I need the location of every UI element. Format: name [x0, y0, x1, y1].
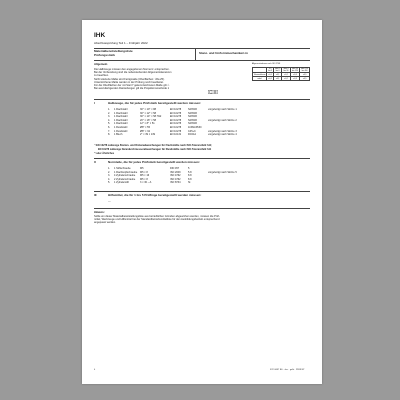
tolerance-table	[252, 67, 310, 81]
allgemein-line: Bei auszufertigenden Darstellungen gilt die Projektionsmethode 1	[94, 87, 170, 91]
allgemein-line: Für die Oberflächen der mit Stern* gekennzeichneten Maße gilt √.	[94, 84, 170, 88]
projection-method-icon	[208, 90, 218, 94]
section-2-table	[108, 167, 310, 187]
hinweis-line: angepasst werden.	[94, 221, 116, 225]
allgemein-heading: Allgemein	[94, 62, 108, 66]
section-divider	[94, 191, 310, 192]
tolerance-cell: ±0,5	[300, 77, 310, 81]
doc-title-2: Prüfungsstück	[94, 53, 116, 57]
row-item: 1 Stiftschraube	[114, 167, 131, 170]
row-standard: ISO 4762	[170, 177, 181, 181]
section-3-number: III	[94, 193, 97, 197]
row-dimension: M5	[140, 167, 144, 170]
header-bottom-divider	[94, 60, 310, 61]
row-dimension: Ø8° × 55	[140, 126, 150, 129]
tolerance-cell: ±0,1	[274, 77, 282, 81]
profession-title: Stanz- und Umformmechaniker/-in	[199, 50, 248, 55]
document-page	[82, 20, 322, 384]
row-dimension: 30° × 12° × 58	[140, 111, 157, 115]
row-material: St	[188, 181, 191, 185]
tolerance-cell: ±0,1	[274, 73, 282, 77]
row-number: 6.	[108, 126, 111, 129]
section-1-table	[108, 108, 310, 140]
row-dimension: M5 × 16	[140, 174, 150, 178]
row-item: 1 Zylinderstift	[114, 181, 129, 185]
row-dimension: M5 × 8	[140, 177, 148, 181]
row-material: S235JR	[188, 108, 197, 111]
row-standard: EN 10278	[170, 118, 182, 122]
row-dimension: 30° × 10° × 88	[140, 108, 157, 111]
allgemein-line: Unterstrichene Maße werden in der Prüfung noch bearbeitet.	[94, 80, 164, 84]
row-item: 1 Flachkopfschraube	[114, 170, 138, 174]
row-number: 1.	[108, 108, 111, 111]
row-item: 4 Zylinderschraube	[114, 174, 136, 178]
row-standard: ISO 2009	[170, 170, 181, 174]
row-note	[208, 181, 258, 184]
header-vertical-divider	[195, 48, 196, 60]
row-material: S235JR	[188, 122, 197, 126]
row-standard: EN 10278	[170, 122, 182, 126]
row-item: 1 Flachstahl	[114, 118, 128, 122]
ihk-logo-text: IHK	[94, 32, 106, 39]
row-item: 1 Flachstahl	[114, 111, 128, 115]
row-note: vorgefertigt nach Skizze 4	[208, 133, 237, 137]
row-standard: EN 10278	[170, 111, 182, 115]
row-material: S235JR	[188, 118, 197, 122]
row-material: S235JR	[188, 111, 197, 115]
tolerance-cell: Toleranzklasse	[253, 73, 266, 76]
row-number: 7.	[108, 129, 111, 133]
hinweis-heading: Hinweis:	[94, 211, 105, 214]
tolerance-cell: ±0,5	[300, 73, 310, 77]
section-2-number: II	[94, 160, 96, 164]
row-number: 2.	[108, 170, 111, 174]
row-number: 4.	[108, 177, 111, 181]
row-dimension: 12° × 8° × 51	[140, 122, 155, 126]
allgemein-line: Nicht tolerierte Maße sind Fertigmaße (Oberflächen: √Ra 25).	[94, 77, 165, 81]
footnote-3: ²⁾ oder Ähnliches	[94, 152, 115, 155]
row-note: vorgefertigt nach Skizze 1	[208, 108, 237, 111]
row-material: 5.8	[188, 170, 192, 174]
row-standard: EN 10278	[170, 129, 182, 133]
row-standard: EN 10278	[170, 115, 182, 119]
tolerance-cell: über 30 bis 120	[291, 68, 299, 73]
tolerance-cell: ±0,3	[290, 77, 299, 81]
row-material: 8.8	[188, 174, 192, 178]
row-number: 3.	[108, 174, 111, 178]
row-material: S235JR	[188, 115, 197, 119]
row-item: 1 Blech	[114, 133, 123, 137]
hinweis-text	[94, 215, 310, 225]
footnote-2: EN 10278 zulässige Nenndurchmesserabweichungen für Rundstähle nach ISO-Toleranzfeld h11	[98, 148, 212, 151]
row-dimension: 3 × 30 – A	[140, 181, 152, 185]
row-dimension: 2° × 39 × 139	[140, 133, 156, 137]
tolerance-cell: über 6 bis 30	[283, 68, 289, 73]
section-3-content: ---	[108, 200, 111, 203]
row-number: 4.	[108, 118, 111, 122]
row-material: DC01A	[188, 133, 197, 137]
hinweis-line: mittel, Werkzeuge und Hilfsmittel bei der Standardbetriebsmittelliste für den Ausbildungsbetrieb entsprechend	[94, 218, 220, 222]
row-number: 3.	[108, 115, 111, 119]
footnote-1: ¹⁾ EN 10278 zulässige Breiten- und Dickenabweichungen für Flachstähle nach ISO-Toleranzfeld h11;	[94, 144, 212, 147]
row-material: 5	[188, 167, 190, 170]
row-dimension: Ø8° × 32	[140, 129, 150, 133]
row-standard: ISO 8734	[170, 181, 181, 185]
hinweis-line: Sollte ein dieser Materialbereitstellungsliste aus betrieblichen Gründen abgewichen werden, müssen die Prüf-	[94, 215, 220, 218]
allgemein-text	[94, 68, 202, 91]
row-dimension: M5 × 8	[140, 170, 148, 174]
tolerance-cell: mittel	[253, 77, 267, 81]
row-item: 1 Flachstahl	[114, 122, 128, 126]
row-material: 11SMnPb30	[188, 126, 202, 129]
row-dimension: 30° × 14° × 58 H12	[140, 115, 162, 119]
tolerance-cell: über 120 bis 400	[301, 68, 309, 73]
tolerance-cell: ±0,2	[282, 73, 291, 77]
row-standard: EN 10131	[170, 133, 182, 137]
allgemein-line: Die Halbzeuge müssen den angegebenen Normen¹⁾ entsprechen.	[94, 68, 170, 71]
section-2-title: Normteile, die für jedes Prüfstück bereitgestellt werden müssen:	[108, 160, 200, 164]
tolerance-cell: über 3 bis 6	[275, 68, 281, 73]
table-row	[108, 133, 258, 136]
row-note: vorgefertigt nach Skizze 3	[208, 129, 237, 133]
section-divider	[94, 208, 310, 209]
tolerance-cell: ±0,1	[268, 73, 272, 76]
row-item: 1 Rundstahl	[114, 126, 128, 129]
exam-line: Abschlussprüfung Teil 1 – Frühjahr 2022	[94, 41, 148, 45]
tolerance-cell: ±0,1	[268, 77, 272, 80]
row-note: vorgefertigt nach Skizze 5	[208, 170, 237, 174]
doc-title-1: Materialbereitstellungsliste	[94, 49, 133, 53]
section-3-title: Hilfsmittel, die für 1 bis 5 Prüflinge bereitgestellt werden müssen:	[108, 193, 202, 197]
row-number: 5.	[108, 122, 111, 126]
tolerance-cell: ±0,2	[282, 77, 291, 81]
row-standard: ISO 4762	[170, 174, 181, 178]
tolerance-title: Allgemeintoleranz nach ISO 2768	[252, 63, 281, 65]
row-standard: DIN 457	[170, 167, 180, 170]
row-item: 1 Rundstahl	[114, 129, 128, 133]
section-1-number: I	[94, 101, 95, 105]
row-material: C45+C	[188, 129, 196, 133]
allgemein-line: Bei der Vorbereitung sind die nebenstehenden Allgemeintoleranzen	[94, 71, 172, 75]
section-1-title: Halbzeuge, die für jedes Prüfstück bereitgestellt werden müssen:	[108, 101, 202, 105]
row-item: 1 Flachstahl	[114, 108, 128, 111]
row-standard: EN 10278	[170, 108, 182, 111]
row-item: 1 Flachstahl	[114, 115, 128, 119]
tolerance-row	[253, 77, 310, 81]
row-number: 1.	[108, 167, 111, 170]
tolerance-cell: 0,5 bis 3	[268, 68, 272, 73]
page-number: 4	[94, 369, 96, 371]
section-divider	[94, 158, 310, 159]
row-number: 5.	[108, 181, 111, 185]
tolerance-cell: ±0,3	[290, 73, 299, 77]
allgemein-line: zu beachten.	[94, 74, 109, 78]
row-dimension: 20° × 16° × 58	[140, 118, 157, 122]
row-note: vorgefertigt nach Skizze 2	[208, 118, 237, 122]
section-divider	[94, 99, 310, 100]
document-code: F22 0687 B0 · sbs · gelb · PRÜFST	[270, 369, 305, 371]
table-row	[108, 181, 258, 184]
row-number: 8.	[108, 133, 111, 137]
row-number: 2.	[108, 111, 111, 115]
row-standard: EN 10278	[170, 126, 182, 129]
row-item: 2 Zylinderschraube	[114, 177, 136, 181]
row-material: 8.8	[188, 177, 192, 181]
